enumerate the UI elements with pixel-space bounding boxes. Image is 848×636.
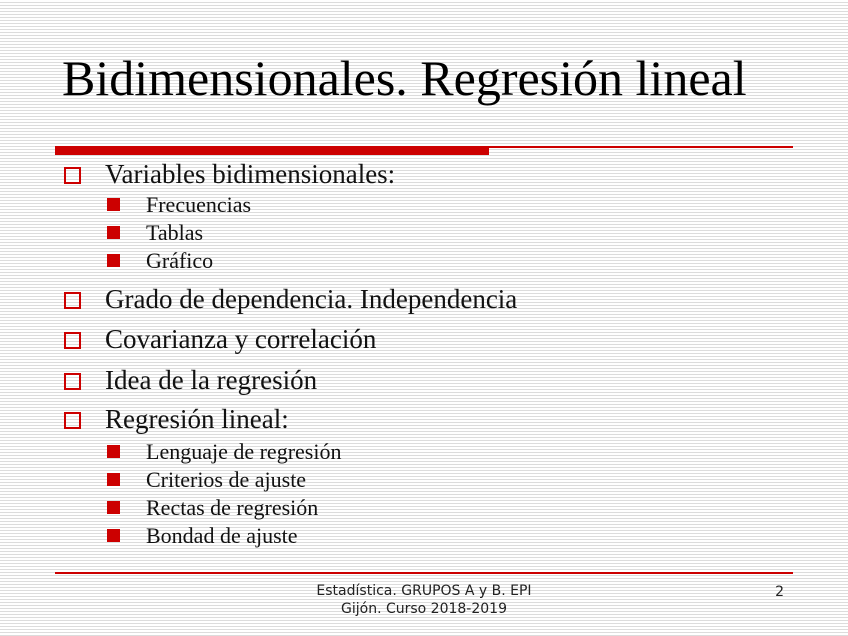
filled-square-icon <box>107 226 120 239</box>
sub-bullet-item: Bondad de ajuste <box>146 523 298 548</box>
bullet-item: Grado de dependencia. Independencia <box>105 284 518 314</box>
sub-bullet-item: Gráfico <box>146 248 214 273</box>
footer-divider <box>55 572 793 574</box>
filled-square-icon <box>107 501 120 514</box>
hollow-square-icon <box>64 373 81 390</box>
filled-square-icon <box>107 445 120 458</box>
slide-title: Bidimensionales. Regresión lineal <box>62 50 747 106</box>
filled-square-icon <box>107 529 120 542</box>
footer-location-line: Gijón. Curso 2018-2019 <box>341 601 507 617</box>
hollow-square-icon <box>64 167 81 184</box>
page-number: 2 <box>775 584 784 600</box>
footer <box>274 582 574 618</box>
sub-bullet-item: Tablas <box>146 220 204 245</box>
bullet-item: Covarianza y correlación <box>105 324 377 354</box>
filled-square-icon <box>107 254 120 267</box>
sub-bullet-item: Lenguaje de regresión <box>146 439 342 464</box>
filled-square-icon <box>107 473 120 486</box>
bullet-item: Idea de la regresión <box>105 365 318 395</box>
title-underline-thick <box>55 146 489 155</box>
sub-bullet-item: Criterios de ajuste <box>146 467 307 492</box>
title-underline-thin <box>489 146 793 148</box>
bullet-item: Variables bidimensionales: <box>105 159 396 189</box>
hollow-square-icon <box>64 292 81 309</box>
footer-course-line: Estadística. GRUPOS A y B. EPI <box>316 583 532 599</box>
hollow-square-icon <box>64 412 81 429</box>
sub-bullet-item: Frecuencias <box>146 192 252 217</box>
filled-square-icon <box>107 198 120 211</box>
bullet-item: Regresión lineal: <box>105 404 289 434</box>
hollow-square-icon <box>64 332 81 349</box>
sub-bullet-item: Rectas de regresión <box>146 495 319 520</box>
